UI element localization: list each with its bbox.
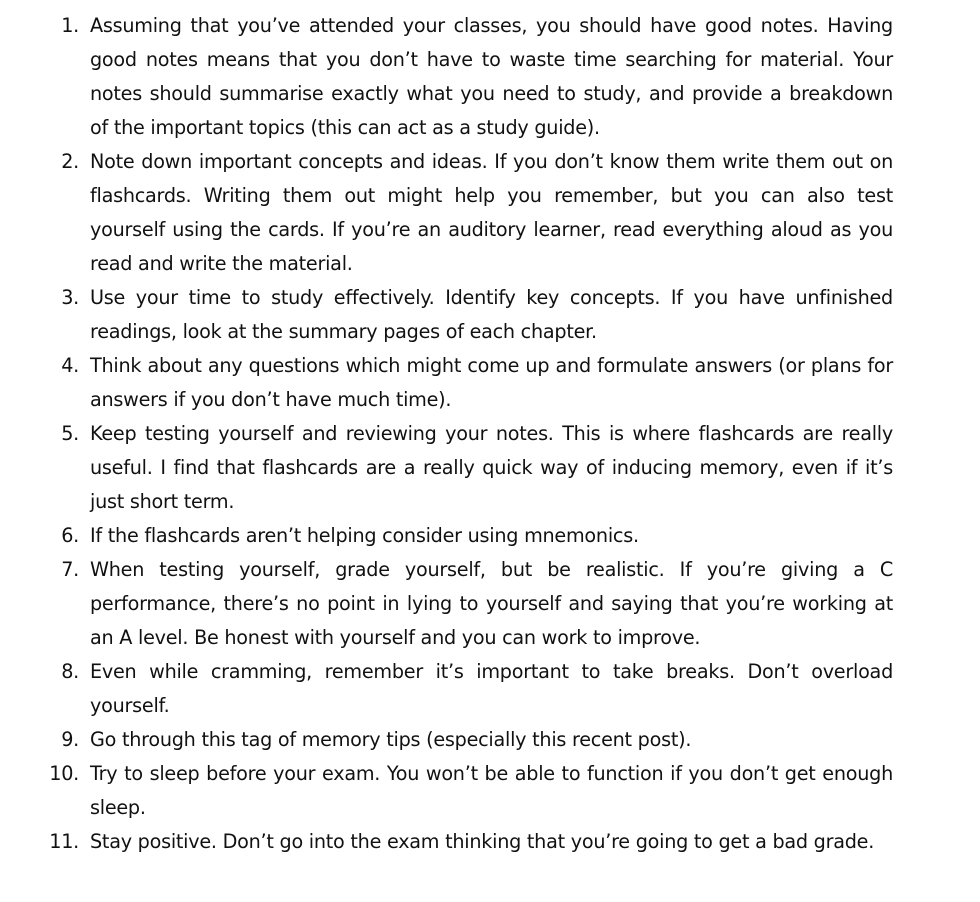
- list-item-tip-11: [0, 825, 893, 859]
- tip-number: 7.: [61, 558, 79, 581]
- tip-number: 6.: [61, 524, 79, 547]
- list-item-tip-1: [0, 9, 893, 145]
- tip-text: Go through this tag of memory tips (especially this recent post).: [90, 728, 692, 751]
- tip-text: If the flashcards aren’t helping consider using mnemonics.: [90, 524, 639, 547]
- tip-number: 2.: [61, 150, 79, 173]
- list-item-tip-3: [0, 281, 893, 349]
- list-item-tip-8: [0, 655, 893, 723]
- tip-number: 1.: [61, 14, 79, 37]
- tip-number: 8.: [61, 660, 79, 683]
- tip-number: 5.: [61, 422, 79, 445]
- tip-number: 4.: [61, 354, 79, 377]
- tip-text: Stay positive. Don’t go into the exam thinking that you’re going to get a bad grade.: [90, 830, 875, 853]
- list-item-tip-7: [0, 553, 893, 655]
- document-page: [0, 9, 980, 859]
- tip-text: Note down important concepts and ideas. If you don’t know them write them out on flashcards. Writing them out might help you remember, but you can also test yourself using the cards. If you’re an auditory learner, read everything aloud as you read and write the material.: [90, 150, 893, 275]
- list-item-tip-10: [0, 757, 893, 825]
- tip-number: 11.: [49, 830, 79, 853]
- tip-number: 9.: [61, 728, 79, 751]
- list-item-tip-9: [0, 723, 893, 757]
- list-item-tip-5: [0, 417, 893, 519]
- tip-number: 3.: [61, 286, 79, 309]
- list-item-tip-6: [0, 519, 893, 553]
- tip-number: 10.: [49, 762, 79, 785]
- tip-text: Use your time to study effectively. Identify key concepts. If you have unfinished readings, look at the summary pages of each chapter.: [90, 286, 893, 343]
- tip-text: Think about any questions which might come up and formulate answers (or plans for answers if you don’t have much time).: [90, 354, 893, 411]
- list-item-tip-4: [0, 349, 893, 417]
- study-tips-list: [0, 9, 980, 859]
- list-item-tip-2: [0, 145, 893, 281]
- tip-text: Try to sleep before your exam. You won’t be able to function if you don’t get enough sleep.: [90, 762, 893, 819]
- tip-text: When testing yourself, grade yourself, but be realistic. If you’re giving a C performance, there’s no point in lying to yourself and saying that you’re working at an A level. Be honest with yourself and you can work to improve.: [90, 558, 893, 649]
- tip-text: Keep testing yourself and reviewing your notes. This is where flashcards are really useful. I find that flashcards are a really quick way of inducing memory, even if it’s just short term.: [90, 422, 893, 513]
- tip-text: Assuming that you’ve attended your classes, you should have good notes. Having good notes means that you don’t have to waste time searching for material. Your notes should summarise exactly what you need to study, and provide a breakdown of the important topics (this can act as a study guide).: [90, 14, 893, 139]
- tip-text: Even while cramming, remember it’s important to take breaks. Don’t overload yourself.: [90, 660, 893, 717]
